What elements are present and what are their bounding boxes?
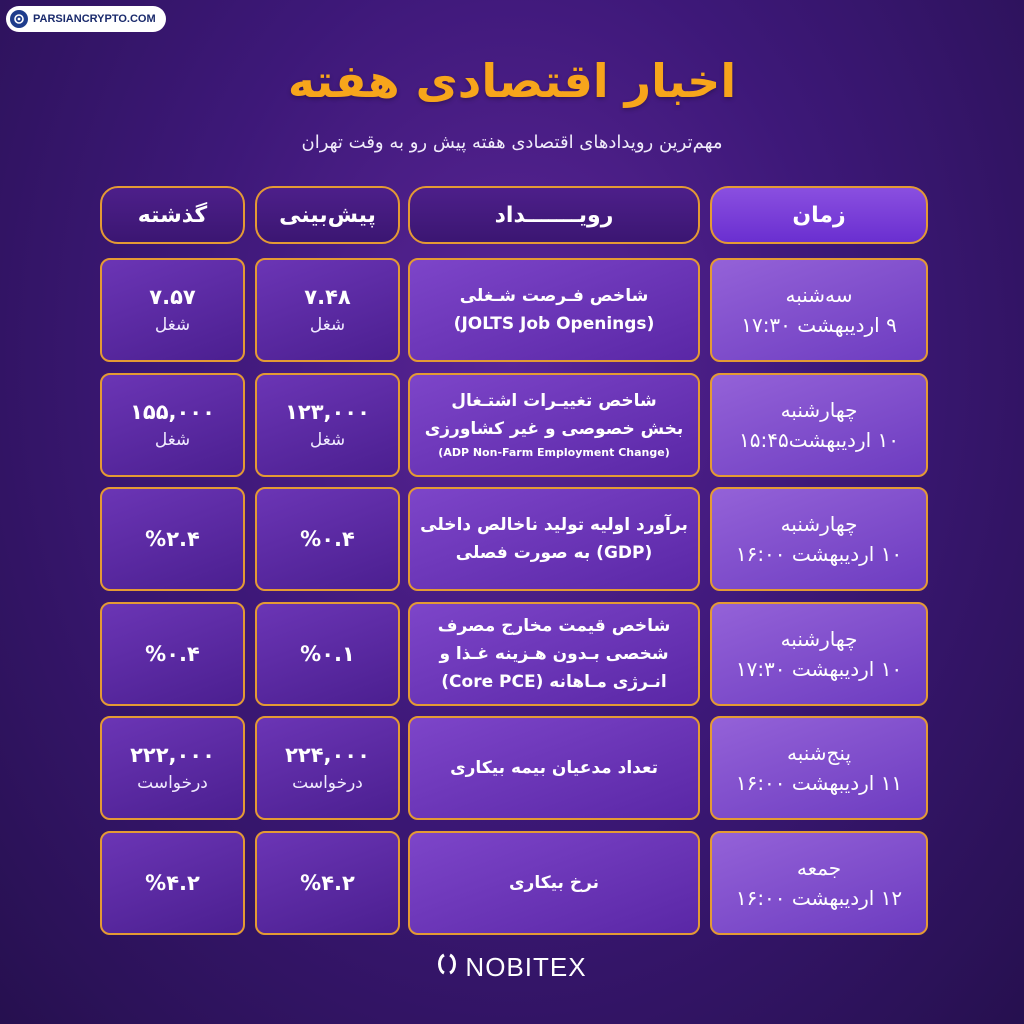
header-event: رویـــــــداد	[408, 186, 700, 244]
day-label: چهارشنبه	[780, 512, 858, 536]
event-line: تعداد مدعیان بیمه بیکاری	[450, 758, 658, 778]
event-cell	[408, 258, 700, 362]
forecast-value: ۲۲۴,۰۰۰	[285, 743, 370, 767]
watermark-badge	[6, 6, 166, 32]
forecast-cell	[255, 373, 400, 477]
previous-value: ۷.۵۷	[149, 285, 196, 309]
date-time-label: ۱۲ اردیبهشت ۱۶:۰۰	[735, 886, 903, 910]
footer-brand-name: NOBITEX	[465, 952, 587, 982]
forecast-cell	[255, 487, 400, 591]
previous-unit: شغل	[154, 430, 191, 450]
forecast-unit: شغل	[309, 315, 346, 335]
event-line: شاخص تغییـرات اشتـغال	[451, 391, 657, 411]
header-previous: گذشته	[100, 186, 245, 244]
economic-calendar-table	[100, 186, 928, 928]
date-time-label: ۱۰ اردیبهشت۱۵:۴۵	[739, 428, 899, 452]
day-label: جمعه	[796, 856, 842, 880]
header-forecast: پیش‌بینی	[255, 186, 400, 244]
previous-unit: شغل	[154, 315, 191, 335]
event-cell	[408, 831, 700, 935]
event-line: شخصی بـدون هـزینه غـذا و	[439, 644, 669, 664]
previous-value: %۴.۲	[145, 871, 200, 895]
previous-value: ۲۲۲,۰۰۰	[130, 743, 215, 767]
previous-value: %۲.۴	[145, 527, 200, 551]
previous-cell	[100, 716, 245, 820]
date-time-label: ۱۰ اردیبهشت ۱۷:۳۰	[735, 657, 903, 681]
date-time-label: ۱۱ اردیبهشت ۱۶:۰۰	[735, 771, 903, 795]
page-title: اخبار اقتصادی هفته	[287, 54, 737, 108]
event-line: (GDP) به صورت فصلی	[455, 543, 653, 563]
time-cell	[710, 487, 928, 591]
forecast-unit: شغل	[309, 430, 346, 450]
forecast-value: %۰.۱	[300, 642, 355, 666]
time-cell	[710, 373, 928, 477]
event-cell	[408, 487, 700, 591]
forecast-cell	[255, 602, 400, 706]
day-label: چهارشنبه	[780, 398, 858, 422]
parsiancrypto-logo-icon	[10, 10, 28, 28]
page-subtitle: مهم‌ترین رویدادهای اقتصادی هفته پیش رو به وقت تهران	[301, 132, 723, 153]
day-label: چهارشنبه	[780, 627, 858, 651]
event-line: (ADP Non-Farm Employment Change)	[438, 446, 670, 459]
previous-cell	[100, 831, 245, 935]
event-line: نرخ بیکاری	[508, 873, 600, 893]
event-cell	[408, 602, 700, 706]
forecast-value: ۷.۴۸	[304, 285, 351, 309]
day-label: پنج‌شنبه	[786, 741, 852, 765]
time-cell	[710, 602, 928, 706]
footer-brand	[0, 952, 1024, 983]
previous-cell	[100, 258, 245, 362]
forecast-cell	[255, 258, 400, 362]
previous-value: %۰.۴	[145, 642, 200, 666]
forecast-value: %۴.۲	[300, 871, 355, 895]
day-label: سه‌شنبه	[785, 283, 853, 307]
forecast-value: ۱۲۳,۰۰۰	[285, 400, 370, 424]
forecast-value: %۰.۴	[300, 527, 355, 551]
watermark-text: PARSIANCRYPTO.COM	[33, 13, 156, 25]
forecast-unit: درخواست	[292, 773, 363, 793]
time-cell	[710, 258, 928, 362]
date-time-label: ۹ اردیبهشت ۱۷:۳۰	[741, 313, 897, 337]
date-time-label: ۱۰ اردیبهشت ۱۶:۰۰	[735, 542, 903, 566]
event-line: (JOLTS Job Openings)	[453, 314, 655, 334]
header-time: زمان	[710, 186, 928, 244]
event-line: بخش خصوصی و غیر کشاورزی	[424, 419, 684, 439]
forecast-cell	[255, 831, 400, 935]
time-cell	[710, 716, 928, 820]
previous-cell	[100, 602, 245, 706]
previous-cell	[100, 487, 245, 591]
previous-value: ۱۵۵,۰۰۰	[130, 400, 215, 424]
previous-cell	[100, 373, 245, 477]
time-cell	[710, 831, 928, 935]
nobitex-logo-icon	[437, 952, 457, 983]
event-line: شاخص فـرصت شـغلی	[459, 286, 649, 306]
event-cell	[408, 373, 700, 477]
event-line: برآورد اولیه تولید ناخالص داخلی	[420, 515, 688, 535]
forecast-cell	[255, 716, 400, 820]
event-line: شاخص قیمت مخارج مصرف	[437, 616, 671, 636]
event-line: انـرژی مـاهانه (Core PCE)	[441, 672, 667, 692]
event-cell	[408, 716, 700, 820]
previous-unit: درخواست	[137, 773, 208, 793]
